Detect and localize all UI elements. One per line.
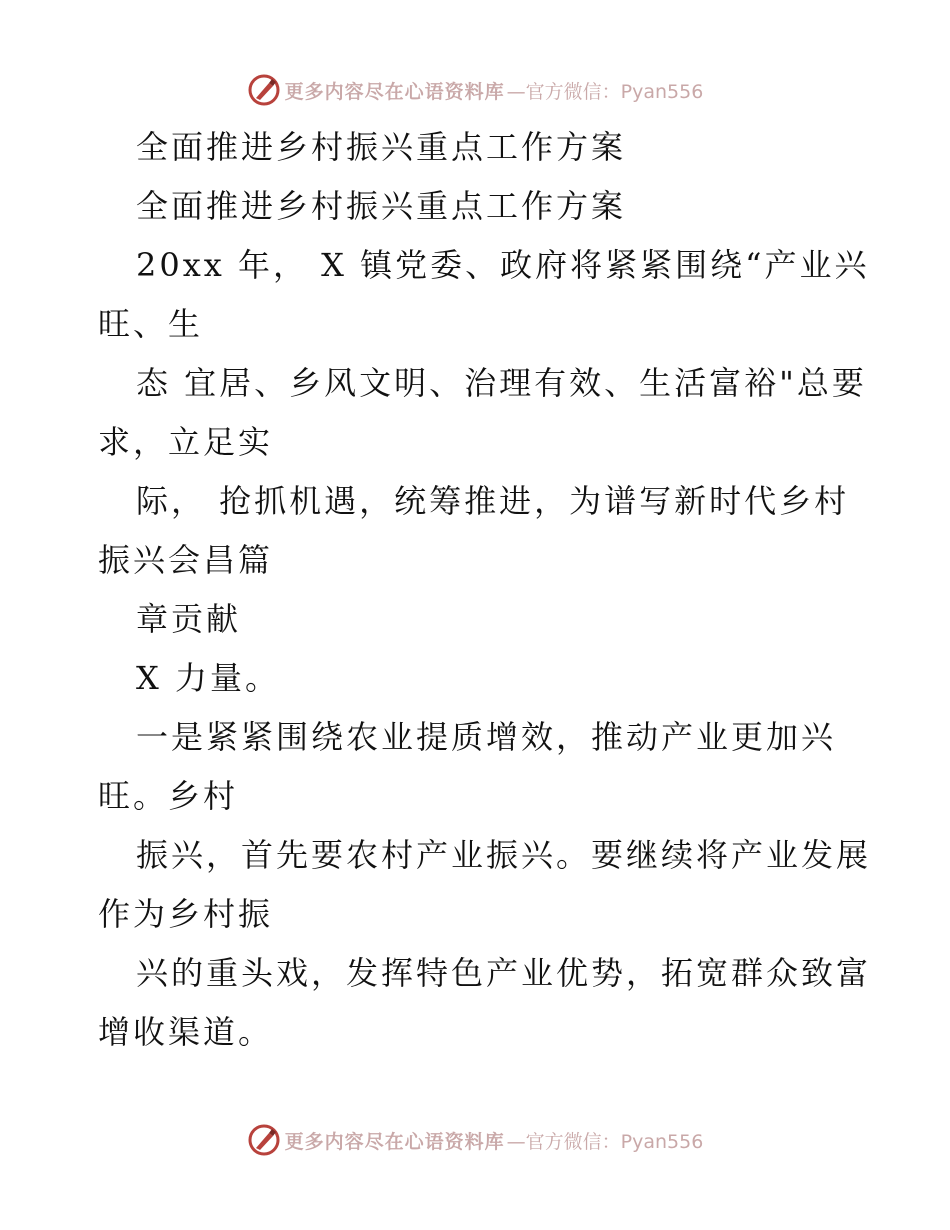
document-body (98, 118, 872, 1062)
doc-line-11: 一是紧紧围绕农业提质增效，推动产业更加兴 (136, 718, 837, 756)
footer-banner-contact: —官方微信：Pyan556 (506, 1130, 704, 1153)
doc-line-12: 旺。乡村 (98, 777, 239, 815)
doc-line-8: 振兴会昌篇 (98, 541, 274, 579)
doc-line-6: 求，立足实 (98, 423, 274, 461)
doc-line-15: 兴的重头戏，发挥特色产业优势，拓宽群众致富 (136, 954, 872, 992)
pen-logo-icon (247, 73, 281, 107)
doc-line-3: 20xx 年， X 镇党委、政府将紧紧围绕“产业兴 (136, 246, 870, 284)
doc-line-13: 振兴，首先要农村产业振兴。要继续将产业发展 (136, 836, 872, 874)
header-banner-text: 更多内容尽在心语资料库 (284, 80, 505, 103)
doc-line-16: 增收渠道。 (98, 1013, 274, 1051)
doc-line-1: 全面推进乡村振兴重点工作方案 (136, 128, 627, 166)
doc-line-7: 际， 抢抓机遇，统筹推进，为谱写新时代乡村 (136, 482, 850, 520)
footer-banner-text: 更多内容尽在心语资料库 (284, 1130, 505, 1153)
doc-line-14: 作为乡村振 (98, 895, 274, 933)
doc-line-4: 旺、生 (98, 305, 204, 343)
footer-banner (0, 1120, 950, 1160)
pen-logo-icon (247, 1123, 281, 1157)
header-banner (0, 70, 950, 110)
doc-line-2: 全面推进乡村振兴重点工作方案 (136, 187, 627, 225)
doc-line-5: 态 宜居、乡风文明、治理有效、生活富裕"总要 (136, 364, 867, 402)
doc-line-10: X 力量。 (136, 659, 280, 697)
doc-line-9: 章贡献 (136, 600, 242, 638)
header-banner-contact: —官方微信：Pyan556 (506, 80, 704, 103)
